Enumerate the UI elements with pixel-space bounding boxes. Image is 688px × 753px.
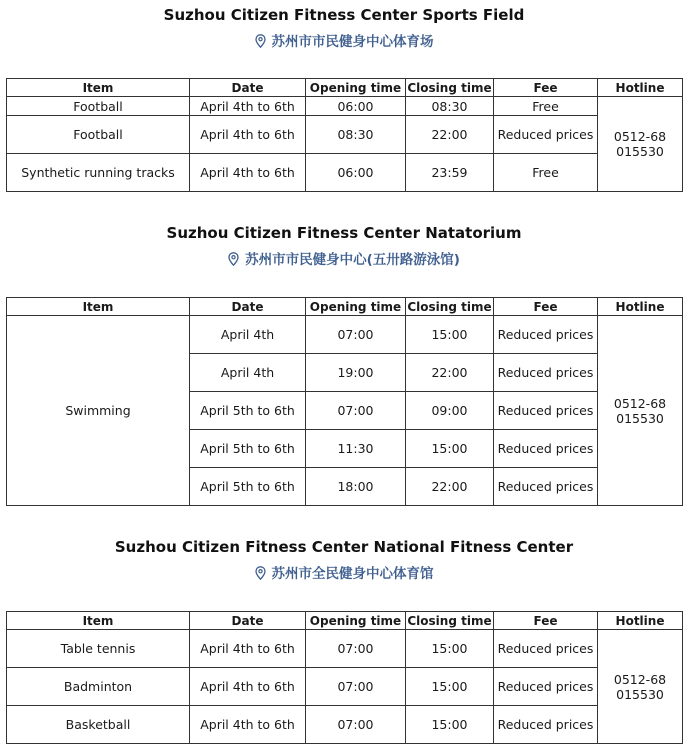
cell-opening-time: 08:30 bbox=[306, 116, 406, 154]
location-text: 苏州市全民健身中心体育馆 bbox=[271, 566, 434, 582]
cell-opening-time: 07:00 bbox=[306, 630, 406, 668]
table-row bbox=[7, 706, 683, 744]
location-sports-field bbox=[0, 33, 688, 51]
cell-closing-time: 15:00 bbox=[406, 668, 494, 706]
cell-date: April 4th to 6th bbox=[190, 154, 306, 192]
header-item: Item bbox=[7, 298, 190, 316]
cell-date: April 4th to 6th bbox=[190, 668, 306, 706]
cell-item: Football bbox=[7, 116, 190, 154]
header-fee: Fee bbox=[494, 79, 598, 97]
cell-closing-time: 08:30 bbox=[406, 97, 494, 116]
cell-fee: Reduced prices bbox=[494, 630, 598, 668]
header-date: Date bbox=[190, 79, 306, 97]
header-fee: Fee bbox=[494, 298, 598, 316]
cell-item: Football bbox=[7, 97, 190, 116]
table-header-row bbox=[7, 612, 683, 630]
location-text: 苏州市市民健身中心体育场 bbox=[271, 34, 434, 50]
header-fee: Fee bbox=[494, 612, 598, 630]
cell-opening-time: 19:00 bbox=[306, 354, 406, 392]
table-header-row bbox=[7, 298, 683, 316]
cell-fee: Reduced prices bbox=[494, 668, 598, 706]
header-opening-time: Opening time bbox=[306, 79, 406, 97]
cell-item: Badminton bbox=[7, 668, 190, 706]
location-natatorium bbox=[0, 251, 688, 269]
section-title-sports-field: Suzhou Citizen Fitness Center Sports Field bbox=[163, 6, 525, 24]
cell-fee: Reduced prices bbox=[494, 116, 598, 154]
cell-closing-time: 22:00 bbox=[406, 354, 494, 392]
cell-opening-time: 07:00 bbox=[306, 392, 406, 430]
header-item: Item bbox=[7, 79, 190, 97]
cell-fee: Reduced prices bbox=[494, 354, 598, 392]
cell-closing-time: 15:00 bbox=[406, 706, 494, 744]
table-row bbox=[7, 154, 683, 192]
cell-hotline: 0512-68015530 bbox=[598, 97, 683, 192]
header-hotline: Hotline bbox=[598, 612, 683, 630]
cell-closing-time: 09:00 bbox=[406, 392, 494, 430]
cell-opening-time: 07:00 bbox=[306, 668, 406, 706]
header-date: Date bbox=[190, 612, 306, 630]
location-national-fitness-center bbox=[0, 565, 688, 583]
location-pin-icon bbox=[255, 34, 266, 48]
cell-fee: Reduced prices bbox=[494, 392, 598, 430]
table-row bbox=[7, 116, 683, 154]
cell-date: April 5th to 6th bbox=[190, 392, 306, 430]
cell-opening-time: 07:00 bbox=[306, 706, 406, 744]
cell-closing-time: 15:00 bbox=[406, 630, 494, 668]
table-header-row bbox=[7, 79, 683, 97]
cell-closing-time: 22:00 bbox=[406, 468, 494, 506]
header-closing-time: Closing time bbox=[407, 613, 492, 628]
header-opening-time: Opening time bbox=[306, 298, 406, 316]
cell-date: April 4th to 6th bbox=[190, 706, 306, 744]
table-row bbox=[7, 97, 683, 116]
cell-date: April 4th bbox=[190, 354, 306, 392]
cell-opening-time: 07:00 bbox=[306, 316, 406, 354]
cell-item: Swimming bbox=[7, 316, 190, 506]
cell-date: April 5th to 6th bbox=[190, 468, 306, 506]
cell-fee: Free bbox=[494, 97, 598, 116]
cell-date: April 4th to 6th bbox=[190, 630, 306, 668]
schedule-table-sports-field bbox=[6, 78, 683, 192]
cell-closing-time: 23:59 bbox=[406, 154, 494, 192]
cell-date: April 4th to 6th bbox=[190, 97, 306, 116]
section-title-national-fitness-center: Suzhou Citizen Fitness Center National Fitness Center bbox=[114, 538, 574, 556]
location-pin-icon bbox=[228, 252, 239, 266]
location-pin-icon bbox=[255, 566, 266, 580]
cell-closing-time: 22:00 bbox=[406, 116, 494, 154]
header-hotline: Hotline bbox=[598, 79, 683, 97]
header-closing-time: Closing time bbox=[407, 299, 492, 314]
cell-date: April 5th to 6th bbox=[190, 430, 306, 468]
cell-date: April 4th bbox=[190, 316, 306, 354]
cell-item: Synthetic running tracks bbox=[7, 154, 190, 192]
cell-fee: Reduced prices bbox=[494, 430, 598, 468]
cell-hotline: 0512-68015530 bbox=[598, 630, 683, 744]
cell-fee: Reduced prices bbox=[494, 468, 598, 506]
cell-opening-time: 11:30 bbox=[306, 430, 406, 468]
table-row bbox=[7, 630, 683, 668]
cell-fee: Free bbox=[494, 154, 598, 192]
cell-opening-time: 18:00 bbox=[306, 468, 406, 506]
cell-fee: Reduced prices bbox=[494, 316, 598, 354]
cell-opening-time: 06:00 bbox=[306, 154, 406, 192]
cell-closing-time: 15:00 bbox=[406, 316, 494, 354]
table-row bbox=[7, 668, 683, 706]
location-text: 苏州市市民健身中心(五卅路游泳馆) bbox=[245, 252, 460, 268]
section-title-natatorium: Suzhou Citizen Fitness Center Natatorium bbox=[166, 224, 522, 242]
cell-date: April 4th to 6th bbox=[190, 116, 306, 154]
header-item: Item bbox=[7, 612, 190, 630]
cell-fee: Reduced prices bbox=[494, 706, 598, 744]
header-date: Date bbox=[190, 298, 306, 316]
cell-opening-time: 06:00 bbox=[306, 97, 406, 116]
cell-item: Basketball bbox=[7, 706, 190, 744]
schedule-table-national-fitness-center bbox=[6, 611, 683, 744]
cell-item: Table tennis bbox=[7, 630, 190, 668]
schedule-table-natatorium bbox=[6, 297, 683, 506]
table-row bbox=[7, 316, 683, 354]
header-opening-time: Opening time bbox=[306, 612, 406, 630]
cell-closing-time: 15:00 bbox=[406, 430, 494, 468]
header-hotline: Hotline bbox=[598, 298, 683, 316]
header-closing-time: Closing time bbox=[407, 80, 492, 95]
cell-hotline: 0512-68015530 bbox=[598, 316, 683, 506]
